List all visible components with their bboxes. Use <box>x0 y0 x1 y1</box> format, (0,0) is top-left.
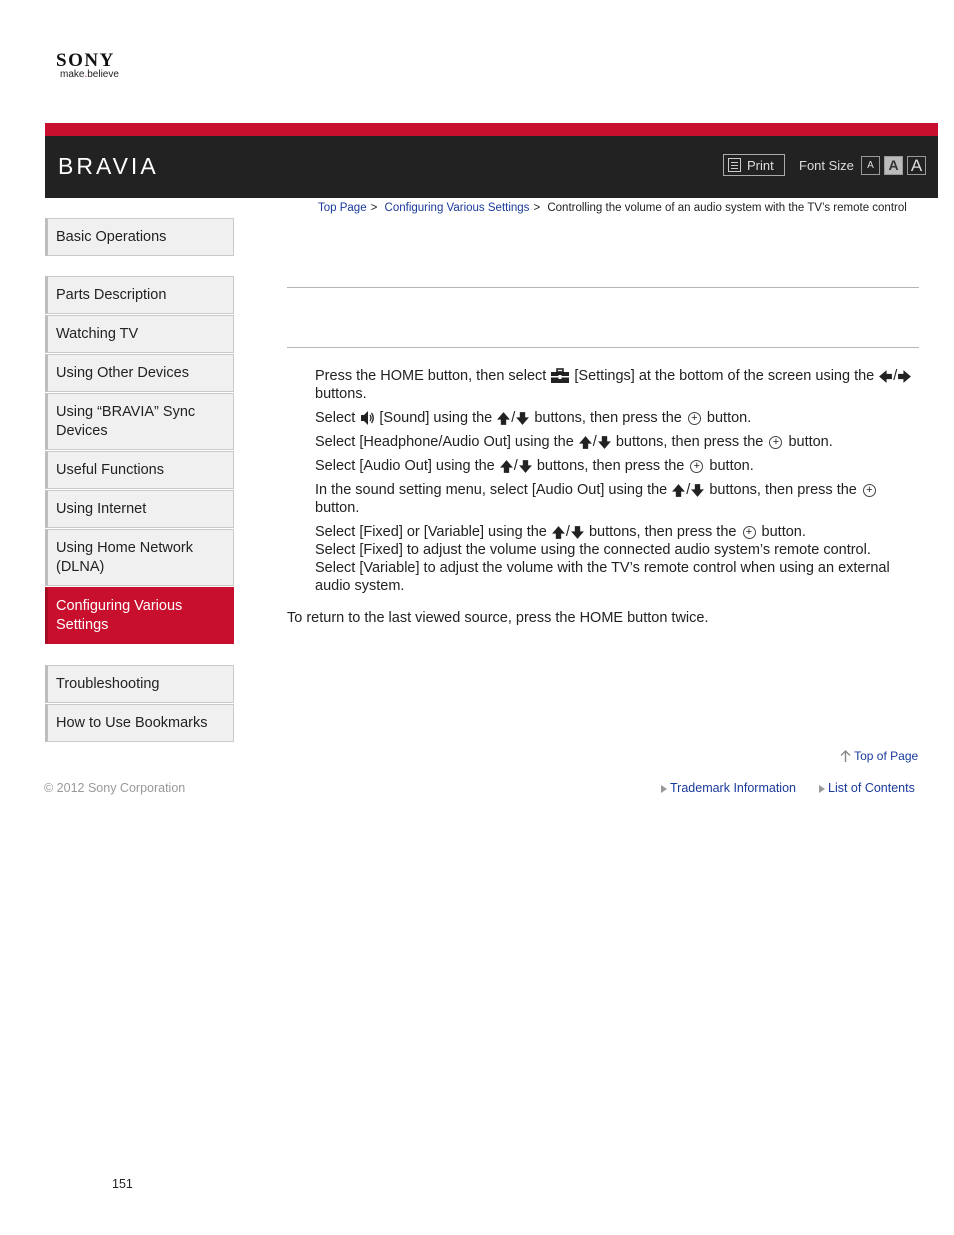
sidebar-item-bravia-sync[interactable]: Using “BRAVIA” Sync Devices <box>45 393 234 450</box>
sidebar-item-troubleshooting[interactable]: Troubleshooting <box>45 665 234 703</box>
step-6-note-variable: Select [Variable] to adjust the volume with the TV’s remote control when using an external audio system. <box>315 560 890 594</box>
print-label: Print <box>747 157 774 173</box>
arrow-down-icon <box>570 525 585 540</box>
trademark-link[interactable]: Trademark Information <box>661 781 796 795</box>
arrow-left-icon <box>878 369 893 384</box>
arrow-down-icon <box>518 459 533 474</box>
arrow-up-icon <box>499 459 514 474</box>
header-bar <box>45 136 938 198</box>
breadcrumb-separator: > <box>533 202 541 214</box>
print-button[interactable] <box>723 154 785 176</box>
sidebar-item-useful-functions[interactable]: Useful Functions <box>45 451 234 489</box>
print-icon <box>728 158 741 172</box>
enter-button-icon: + <box>690 460 703 473</box>
title-divider-top <box>287 287 919 288</box>
return-instruction: To return to the last viewed source, press the HOME button twice. <box>287 610 709 626</box>
breadcrumb-separator: > <box>370 202 378 214</box>
breadcrumb <box>318 202 907 214</box>
enter-button-icon: + <box>769 436 782 449</box>
sidebar-item-basic-operations[interactable]: Basic Operations <box>45 218 234 256</box>
step-1: Press the HOME button, then select [Settings] at the bottom of the screen using the / buttons. <box>315 367 919 403</box>
sidebar-item-parts-description[interactable]: Parts Description <box>45 276 234 314</box>
arrow-up-icon <box>578 435 593 450</box>
sony-tagline: make.believe <box>60 69 119 80</box>
breadcrumb-configuring-settings[interactable]: Configuring Various Settings <box>384 202 530 214</box>
sidebar-item-bookmarks[interactable]: How to Use Bookmarks <box>45 704 234 742</box>
triangle-right-icon <box>661 785 667 793</box>
sidebar-item-using-other-devices[interactable]: Using Other Devices <box>45 354 234 392</box>
breadcrumb-current: Controlling the volume of an audio system with the TV’s remote control <box>547 202 907 214</box>
enter-button-icon: + <box>863 484 876 497</box>
enter-button-icon: + <box>688 412 701 425</box>
step-6-note-fixed: Select [Fixed] to adjust the volume using the connected audio system’s remote control. <box>315 542 871 558</box>
arrow-up-icon <box>551 525 566 540</box>
font-size-small-button[interactable]: A <box>861 156 880 175</box>
arrow-right-icon <box>897 369 912 384</box>
sony-logo: SONY <box>56 50 115 71</box>
arrow-up-icon <box>496 411 511 426</box>
top-of-page-link[interactable]: Top of Page <box>840 749 918 763</box>
sound-icon <box>359 410 375 426</box>
breadcrumb-top-page[interactable]: Top Page <box>318 202 367 214</box>
title-divider-bottom <box>287 347 919 348</box>
bravia-logo: BRAVIA <box>58 153 159 179</box>
sidebar-item-using-internet[interactable]: Using Internet <box>45 490 234 528</box>
step-4: Select [Audio Out] using the / buttons, then press the + button. <box>315 458 754 474</box>
step-5: In the sound setting menu, select [Audio Out] using the / buttons, then press the + button. <box>315 481 919 517</box>
top-arrow-icon <box>840 750 851 763</box>
copyright: © 2012 Sony Corporation <box>44 781 186 795</box>
header-accent-bar <box>45 123 938 136</box>
step-3: Select [Headphone/Audio Out] using the / buttons, then press the + button. <box>315 434 833 450</box>
font-size-medium-button[interactable]: A <box>884 156 903 175</box>
arrow-down-icon <box>597 435 612 450</box>
triangle-right-icon <box>819 785 825 793</box>
arrow-down-icon <box>690 483 705 498</box>
arrow-down-icon <box>515 411 530 426</box>
sidebar-item-home-network[interactable]: Using Home Network (DLNA) <box>45 529 234 586</box>
enter-button-icon: + <box>743 526 756 539</box>
toolbox-icon <box>550 368 570 384</box>
step-6: Select [Fixed] or [Variable] using the / buttons, then press the + button. Select [Fixed] to adjust the volume using the connected audio system’s remote control. Select [Variable] to adjust the volume with the TV’s remote control when using an external audio system. <box>315 524 890 594</box>
font-size-label: Font Size <box>799 158 854 173</box>
arrow-up-icon <box>671 483 686 498</box>
step-2: Select [Sound] using the / buttons, then press the + button. <box>315 410 752 426</box>
sidebar-item-watching-tv[interactable]: Watching TV <box>45 315 234 353</box>
list-of-contents-link[interactable]: List of Contents <box>819 781 915 795</box>
font-size-large-button[interactable]: A <box>907 156 926 175</box>
page-number: 151 <box>112 1177 133 1191</box>
sidebar-item-configuring-settings[interactable]: Configuring Various Settings <box>45 587 234 644</box>
